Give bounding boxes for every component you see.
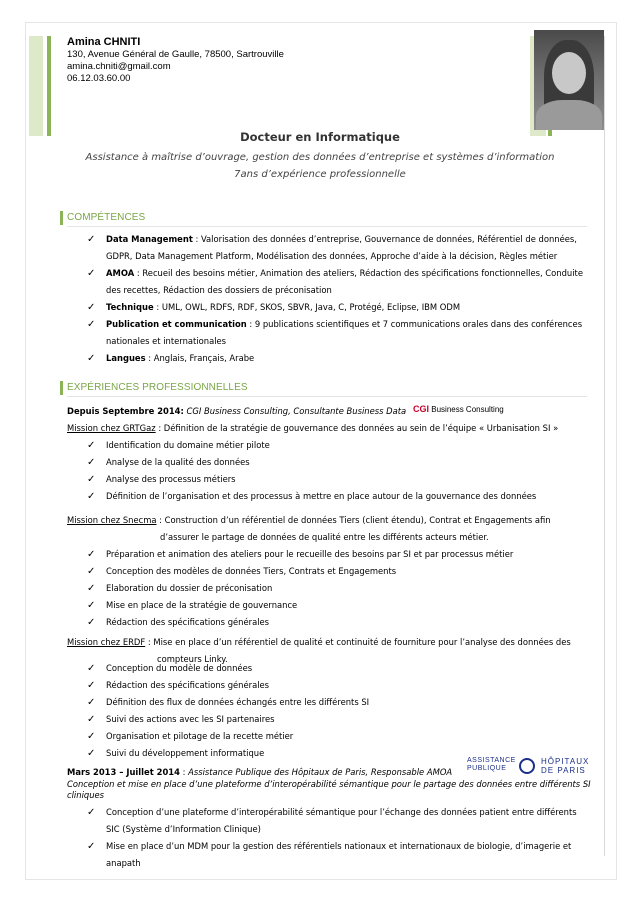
list-item: ✓ Rédaction des spécifications générales: [80, 677, 590, 694]
check-icon: ✓: [87, 491, 96, 502]
check-icon: ✓: [87, 566, 96, 577]
aphp-emblem-icon: [519, 758, 535, 774]
check-icon: ✓: [87, 234, 96, 245]
check-icon: ✓: [87, 474, 96, 485]
mission-snecma: Mission chez Snecma : Construction d’un référentiel de données Tiers (client étendu), Contrat et Engagements afin d’assurer le partage de données de qualité entre les différents acteurs métier.: [67, 515, 551, 542]
list-item: ✓ Suivi du développement informatique: [80, 745, 590, 762]
check-icon: ✓: [87, 807, 96, 818]
check-icon: ✓: [87, 600, 96, 611]
headline-title: Docteur en Informatique: [240, 130, 400, 144]
address: 130, Avenue Général de Gaulle, 78500, Sartrouville: [67, 49, 284, 60]
competences-list: [80, 231, 590, 367]
check-icon: ✓: [87, 714, 96, 725]
section-competences: [60, 211, 580, 225]
section-title: COMPÉTENCES: [67, 212, 146, 223]
decor-band-left-accent: [47, 36, 51, 136]
check-icon: ✓: [87, 302, 96, 313]
list-item: ✓ Data Management : Valorisation des données d’entreprise, Gouvernance de données, Référentiel de données, GDPR, Data Management Platform, Modélisation des données, Approche d’aide à la décision, Règles métier: [80, 231, 590, 265]
list-item: ✓ Technique : UML, OWL, RDFS, RDF, SKOS, SBVR, Java, C, Protégé, Eclipse, IBM ODM: [80, 299, 590, 316]
list-item: ✓ Mise en place d’un MDM pour la gestion des référentiels nationaux et internationaux de biologie, d’imagerie et anapath: [80, 838, 590, 872]
job-aphp-description: Conception et mise en place d’une plateforme d’interopérabilité sémantique pour le partage des données entre différents SI cliniques: [67, 779, 591, 800]
check-icon: ✓: [87, 268, 96, 279]
check-icon: ✓: [87, 549, 96, 560]
mission-erdf-list: [80, 660, 590, 762]
mission-grtgaz: Mission chez GRTGaz : Définition de la stratégie de gouvernance des données au sein de l’équipe « Urbanisation SI »: [67, 423, 559, 433]
check-icon: ✓: [87, 319, 96, 330]
list-item: ✓ Conception du modèle de données: [80, 660, 590, 677]
list-item: ✓ Analyse des processus métiers: [80, 471, 590, 488]
check-icon: ✓: [87, 353, 96, 364]
check-icon: ✓: [87, 583, 96, 594]
list-item: ✓ Publication et communication : 9 publications scientifiques et 7 communications orales dans des conférences nationales et internationales: [80, 316, 590, 350]
list-item: ✓ Définition de l’organisation et des processus à mettre en place autour de la gouvernance des données: [80, 488, 590, 505]
mission-grtgaz-list: [80, 437, 590, 505]
contact-header: [67, 35, 487, 85]
check-icon: ✓: [87, 731, 96, 742]
list-item: ✓ Rédaction des spécifications générales: [80, 614, 590, 631]
list-item: ✓ Elaboration du dossier de préconisation: [80, 580, 590, 597]
phone: 06.12.03.60.00: [67, 73, 131, 84]
check-icon: ✓: [87, 697, 96, 708]
cgi-logo: CGI Business Consulting: [413, 404, 504, 414]
section-title: EXPÉRIENCES PROFESSIONNELLES: [67, 382, 248, 393]
mission-snecma-list: [80, 546, 590, 631]
job-aphp-list: [80, 804, 590, 872]
candidate-name: Amina CHNITI: [67, 36, 141, 48]
section-experiences: [60, 381, 580, 395]
page-right-rule: [604, 36, 605, 856]
list-item: ✓ Organisation et pilotage de la recette métier: [80, 728, 590, 745]
list-item: ✓ Identification du domaine métier pilote: [80, 437, 590, 454]
aphp-logo: ASSISTANCE PUBLIQUE HÔPITAUX DE PARIS: [467, 757, 590, 775]
list-item: ✓ Conception des modèles de données Tiers, Contrats et Engagements: [80, 563, 590, 580]
list-item: ✓ Langues : Anglais, Français, Arabe: [80, 350, 590, 367]
list-item: ✓ Analyse de la qualité des données: [80, 454, 590, 471]
list-item: ✓ Préparation et animation des ateliers pour le recueille des besoins par SI et par processus métier: [80, 546, 590, 563]
headline-subtitle: Assistance à maîtrise d’ouvrage, gestion des données d’entreprise et systèmes d’information 7ans d’expérience professionnelle: [85, 152, 555, 180]
check-icon: ✓: [87, 680, 96, 691]
list-item: ✓ Mise en place de la stratégie de gouvernance: [80, 597, 590, 614]
check-icon: ✓: [87, 617, 96, 628]
check-icon: ✓: [87, 440, 96, 451]
list-item: ✓ Suivi des actions avec les SI partenaires: [80, 711, 590, 728]
list-item: ✓ Définition des flux de données échangés entre les différents SI: [80, 694, 590, 711]
list-item: ✓ AMOA : Recueil des besoins métier, Animation des ateliers, Rédaction des spécifications fonctionnelles, Conduite des recettes, Rédaction des dossiers de préconisation: [80, 265, 590, 299]
check-icon: ✓: [87, 841, 96, 852]
check-icon: ✓: [87, 748, 96, 759]
decor-band-left: [29, 36, 43, 136]
list-item: ✓ Conception d’une plateforme d’interopérabilité sémantique pour l’échange des données patient entre différents SIC (Système d’Information Clinique): [80, 804, 590, 838]
email: amina.chniti@gmail.com: [67, 61, 171, 72]
check-icon: ✓: [87, 663, 96, 674]
mission-erdf: Mission chez ERDF : Mise en place d’un référentiel de qualité et continuité de fourniture pour l’analyse des données des compteurs Linky.: [67, 637, 571, 664]
profile-photo: [534, 30, 604, 130]
job-cgi-heading: Depuis Septembre 2014: CGI Business Consulting, Consultante Business Data: [67, 406, 407, 416]
job-aphp-heading: Mars 2013 – Juillet 2014 : Assistance Publique des Hôpitaux de Paris, Responsable AMOA: [67, 767, 453, 777]
check-icon: ✓: [87, 457, 96, 468]
